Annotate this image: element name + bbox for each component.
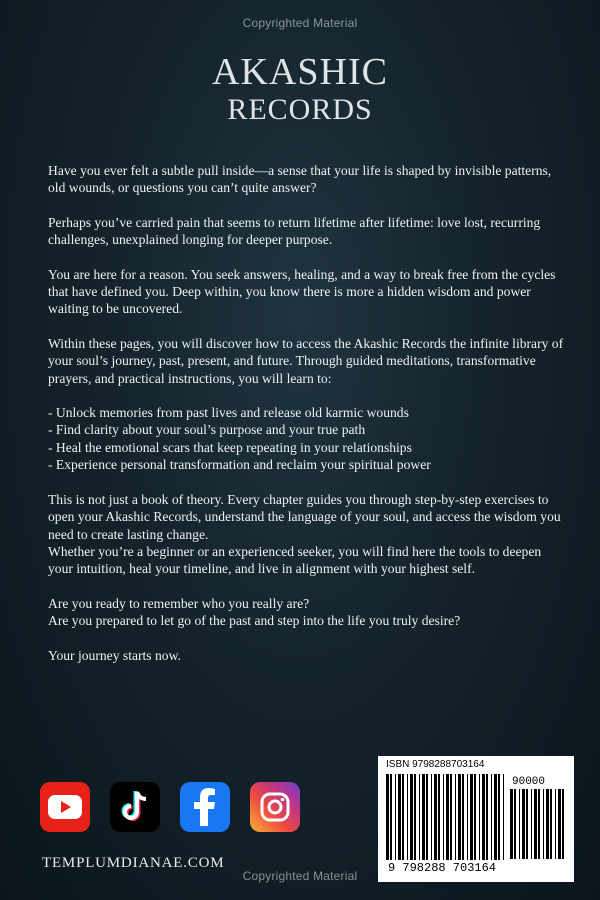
barcode-bar <box>438 774 440 860</box>
question-1: Are you ready to remember who you really are? <box>48 595 310 611</box>
barcode-bar <box>486 774 488 860</box>
barcode-bar <box>402 774 404 860</box>
barcode-bar <box>498 774 500 860</box>
barcode-bar <box>422 774 425 860</box>
title-line-2: RECORDS <box>227 93 373 126</box>
social-icons <box>40 782 300 832</box>
barcode-bar <box>514 789 516 859</box>
barcode-bar <box>414 774 416 860</box>
ean-barcode-bars <box>386 774 508 860</box>
copyright-watermark-bottom: Copyrighted Material <box>242 869 358 883</box>
barcode-bar <box>491 774 492 860</box>
closing-line: Your journey starts now. <box>48 647 181 663</box>
barcode-bar <box>434 774 437 860</box>
paragraph-6: Whether you’re a beginner or an experienced seeker, you will find here the tools to deepen your intuition, heal your timeline, and live in alignment with your highest self. <box>48 543 542 577</box>
back-cover-blurb <box>48 162 568 681</box>
barcode-bar <box>431 774 432 860</box>
barcode-bar <box>470 774 473 860</box>
barcode-bar <box>395 774 396 860</box>
facebook-icon[interactable] <box>180 782 230 832</box>
barcode-bar <box>522 789 525 859</box>
paragraph-5: This is not just a book of theory. Every chapter guides you through step-by-step exercises to open your Akashic Records, understand the language of your soul, and access the wisdom you need to create lasting change. <box>48 491 561 542</box>
barcode-bar <box>494 774 497 860</box>
barcode-bar <box>550 789 552 859</box>
copyright-watermark-top: Copyrighted Material <box>242 16 358 30</box>
barcode-bar <box>407 774 408 860</box>
question-2: Are you prepared to let go of the past and step into the life you truly desire? <box>48 613 461 629</box>
isbn-barcode <box>378 756 574 882</box>
barcode-bar <box>531 789 532 859</box>
barcode-bar <box>526 789 528 859</box>
barcode-bar <box>390 774 392 860</box>
barcode-bar <box>426 774 428 860</box>
book-title <box>0 52 600 128</box>
barcode-bar <box>519 789 520 859</box>
list-item: - Find clarity about your soul’s purpose and your true path <box>48 422 366 438</box>
barcode-bar <box>450 774 452 860</box>
price-code: 90000 <box>512 776 546 788</box>
title-line-1: AKASHIC <box>212 51 388 93</box>
barcode-bar <box>534 789 537 859</box>
barcode-bar <box>543 789 544 859</box>
benefits-list <box>48 404 568 474</box>
tiktok-icon[interactable] <box>110 782 160 832</box>
barcode-bar <box>446 774 449 860</box>
addon-barcode-bars <box>510 789 566 859</box>
list-item: - Experience personal transformation and reclaim your spiritual power <box>48 457 431 473</box>
barcode-bar <box>479 774 480 860</box>
barcode-bar <box>462 774 464 860</box>
paragraph-4: Within these pages, you will discover how to access the Akashic Records the infinite library of your soul’s journey, past, present, and future. Through guided meditations, transformative prayers, and practical instructions, you will learn to: <box>48 335 564 386</box>
website-url[interactable]: TEMPLUMDIANAE.COM <box>42 855 225 871</box>
barcode-bar <box>474 774 476 860</box>
barcode-bar <box>410 774 413 860</box>
instagram-icon[interactable] <box>250 782 300 832</box>
barcode-bar <box>419 774 420 860</box>
paragraph-2: Perhaps you’ve carried pain that seems to return lifetime after lifetime: love lost, recurring challenges, unexplained longing for deeper purpose. <box>48 214 541 248</box>
barcode-bar <box>555 789 556 859</box>
barcode-bar <box>398 774 401 860</box>
paragraph-3: You are here for a reason. You seek answers, healing, and a way to break free from the cycles that have defined you. Deep within, you know there is more a hidden wisdom and power waiting to be uncovered. <box>48 266 556 317</box>
barcode-bar <box>562 789 564 859</box>
barcode-bar <box>386 774 389 860</box>
list-item: - Heal the emotional scars that keep repeating in your relationships <box>48 439 412 455</box>
youtube-icon[interactable] <box>40 782 90 832</box>
barcode-bar <box>455 774 456 860</box>
barcode-bar <box>458 774 461 860</box>
barcode-bar <box>558 789 561 859</box>
barcode-bar <box>503 774 504 860</box>
barcode-bar <box>482 774 485 860</box>
paragraph-1: Have you ever felt a subtle pull inside—a sense that your life is shaped by invisible patterns, old wounds, or questions you can’t quite answer? <box>48 163 552 196</box>
isbn-digits: 9 798288 703164 <box>387 861 497 875</box>
barcode-bar <box>467 774 468 860</box>
isbn-label: ISBN 9798288703164 <box>386 759 485 770</box>
barcode-bar <box>443 774 444 860</box>
barcode-bar <box>546 789 549 859</box>
barcode-bar <box>538 789 540 859</box>
list-item: - Unlock memories from past lives and release old karmic wounds <box>48 405 409 421</box>
barcode-bar <box>510 789 513 859</box>
